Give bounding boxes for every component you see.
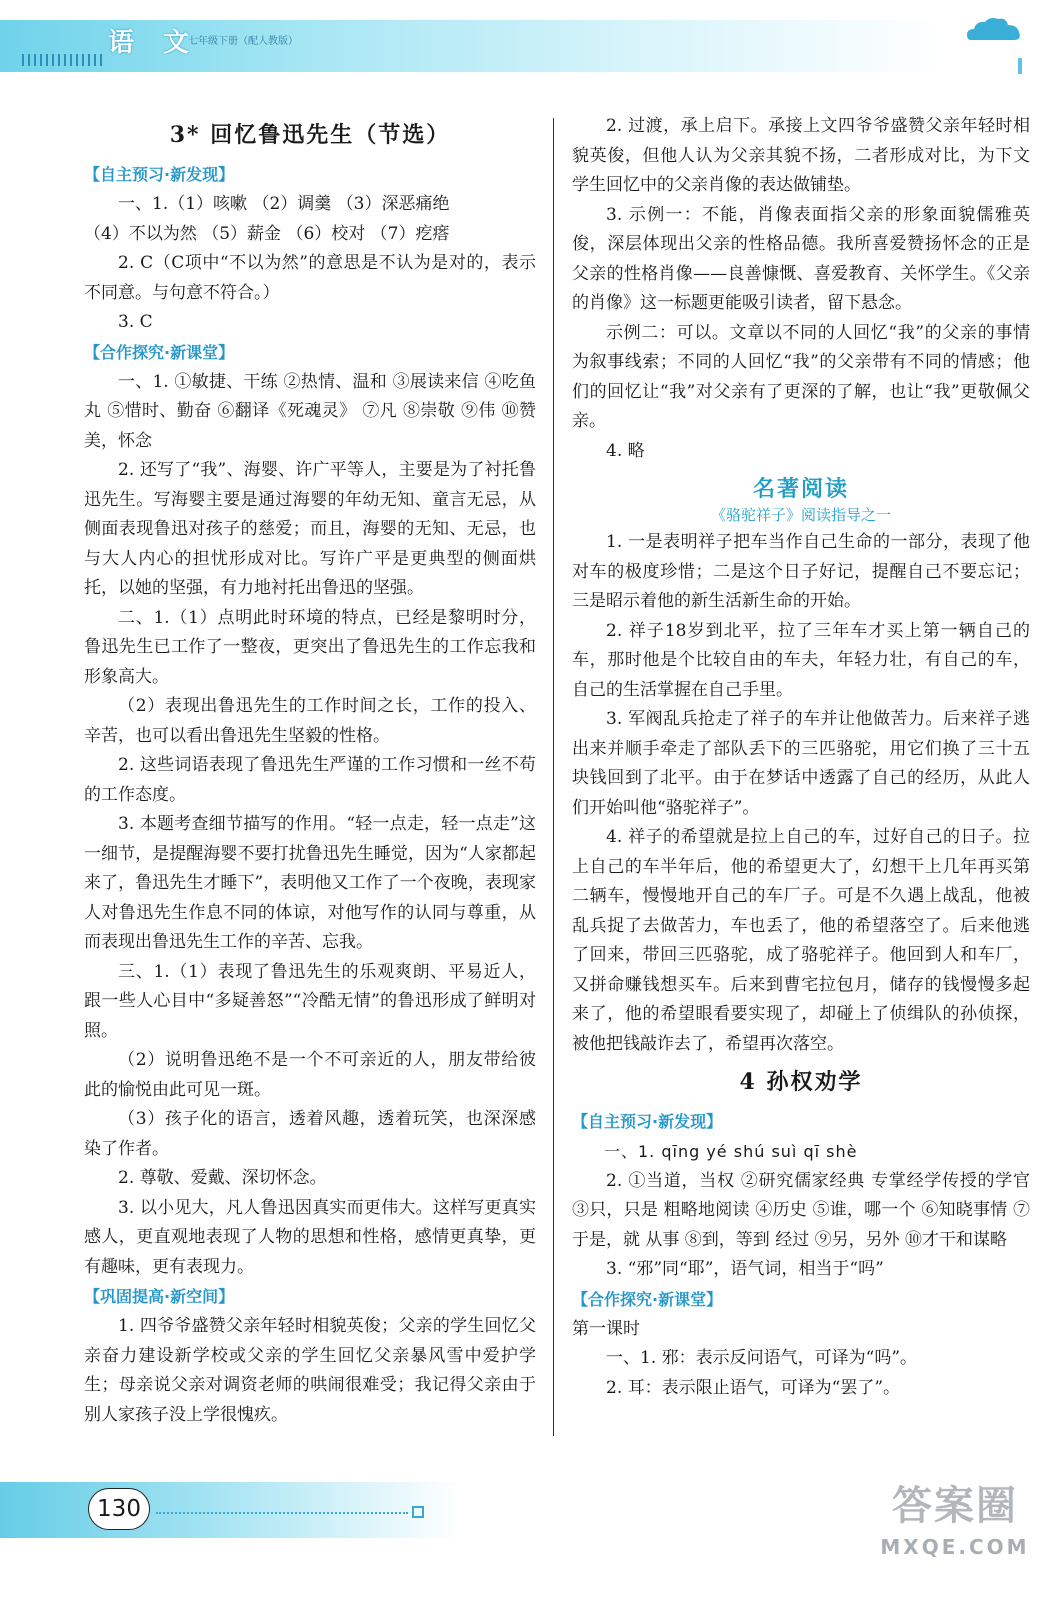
answer-paragraph: 1. 四爷爷盛赞父亲年轻时相貌英俊；父亲的学生回忆父亲奋力建设新学校或父亲的学生回忆父亲暴风雪中爱护学生；母亲说父亲对调资老师的哄闹很难受；我记得父亲由于别人家孩子没上学很愧疚。: [84, 1316, 536, 1425]
answer-paragraph: 3. 军阀乱兵抢走了祥子的车并让他做苦力。后来祥子逃出来并顺手牵走了部队丢下的三匹骆驼，用它们换了三十五块钱回到了北平。由于在梦话中透露了自己的经历，从此人们开始叫他“骆驼祥子”。: [572, 709, 1030, 818]
answer-paragraph: 2. 过渡，承上启下。承接上文四爷爷盛赞父亲年轻时相貌英俊，但他人认为父亲其貌不扬，二者形成对比，为下文学生回忆中的父亲肖像的表达做铺垫。: [572, 116, 1030, 195]
answer-paragraph: 3. 本题考查细节描写的作用。“轻一点走，轻一点走”这一细节，是提醒海婴不要打扰鲁迅先生睡觉，因为“人家都起来了，鲁迅先生才睡下”，表明他又工作了一个夜晚，表现家人对鲁迅先生作息不同的体谅，对他写作的认同与尊重，从而表现出鲁迅先生工作的辛苦、忘我。: [84, 814, 536, 952]
section-heading: 【合作探究·新课堂】: [84, 342, 235, 362]
subject-title: 语 文: [108, 28, 200, 58]
cloud-icon: [965, 14, 1023, 44]
footer-dotted-line: [156, 1512, 408, 1514]
watermark-url: MXQE.COM: [880, 1535, 1030, 1559]
footer-square-icon: [412, 1506, 424, 1518]
section-heading: 【自主预习·新发现】: [84, 165, 235, 184]
header-line: [1018, 58, 1022, 74]
answer-paragraph: 2. 尊敬、爱戴、深切怀念。: [118, 1168, 327, 1188]
section-heading: 【巩固提高·新空间】: [84, 1287, 235, 1306]
answer-paragraph: 4. 祥子的希望就是拉上自己的车，过好自己的日子。拉上自己的车半年后，他的希望更大了，幻想干上几年再买第二辆车，慢慢地开自己的车厂子。可是不久遇上战乱，他被乱兵捉了去做苦力，车也丢了，他的希望落空了。后来他逃了回来，带回三匹骆驼，成了骆驼祥子。他回到人和车厂，又拼命赚钱想买车。后来到曹宅拉包月，储存的钱慢慢多起来了，他的希望眼看要实现了，却碰上了侦缉队的孙侦探，被他把钱敲诈去了，希望再次落空。: [572, 827, 1030, 1054]
answer-paragraph: 3. 以小见大，凡人鲁迅因真实而更伟大。这样写更真实感人，更直观地表现了人物的思想和性格，感情更真挚，更有趣味，更有表现力。: [84, 1197, 536, 1277]
answer-paragraph: 3. “邪”同“耶”，语气词，相当于“吗”: [606, 1259, 884, 1279]
answer-paragraph: 一、1. ①敏捷、干练 ②热情、温和 ③展读来信 ④吃鱼丸 ⑤惜时、勤奋 ⑥翻译《死魂灵》 ⑦凡 ⑧崇敬 ⑨伟 ⑩赞美，怀念: [84, 371, 536, 451]
pinyin-answer: 一、1. qīng yé shú suì qī shè: [604, 1142, 858, 1161]
column-divider: [553, 118, 554, 1436]
lesson-title: 4 孙权劝学: [739, 1069, 863, 1095]
answer-paragraph: 一、1.（1）咳嗽 （2）调羹 （3）深恶痛绝: [118, 194, 450, 214]
answer-paragraph: 一、1. 邪：表示反问语气，可译为“吗”。: [606, 1348, 918, 1368]
right-column: [572, 112, 1030, 1403]
answer-paragraph: 2. C（C项中“不以为然”的意思是不认为是对的，表示不同意。与句意不符合。）: [84, 253, 536, 303]
answer-paragraph: （4）不以为然 （5）薪金 （6）校对 （7）疙瘩: [84, 223, 450, 244]
page-number: 130: [88, 1488, 150, 1530]
answer-paragraph: 二、1.（1）点明此时环境的特点，已经是黎明时分，鲁迅先生已工作了一整夜，更突出了鲁迅先生的工作忘我和形象高大。: [84, 607, 536, 687]
answer-paragraph: 三、1.（1）表现了鲁迅先生的乐观爽朗、平易近人，跟一些人心目中“多疑善怒”“冷酷无情”的鲁迅形成了鲜明对照。: [84, 961, 536, 1041]
answer-paragraph: 2. 这些词语表现了鲁迅先生严谨的工作习惯和一丝不苟的工作态度。: [84, 755, 536, 805]
answer-paragraph: （2）表现出鲁迅先生的工作时间之长，工作的投入、辛苦，也可以看出鲁迅先生坚毅的性格。: [84, 696, 536, 746]
left-column: [84, 112, 536, 1430]
section-heading: 【自主预习·新发现】: [572, 1112, 723, 1131]
mingzhu-subtitle: 《骆驼祥子》阅读指导之一: [710, 506, 891, 524]
answer-paragraph: 2. 耳：表示限止语气，可译为“罢了”。: [606, 1377, 901, 1398]
answer-paragraph: 2. ①当道，当权 ②研究儒家经典 专掌经学传授的学官 ③只，只是 粗略地阅读 ④历史 ⑤谁，哪一个 ⑥知晓事情 ⑦于是，就 从事 ⑧到，等到 经过 ⑨另，另外 ⑩才干和谋略: [572, 1170, 1030, 1250]
book-note: 七年级下册（配人教版）: [188, 36, 298, 47]
answer-paragraph: 2. 祥子18岁到北平，拉了三年车才买上第一辆自己的车，那时他是个比较自由的车夫，年轻力壮，有自己的车，自己的生活掌握在自己手里。: [572, 620, 1030, 700]
watermark-logo: [860, 1478, 1050, 1578]
section-heading: 【合作探究·新课堂】: [572, 1289, 723, 1309]
answer-paragraph: 3. C: [118, 312, 153, 332]
mingzhu-title: 名著阅读: [752, 476, 849, 502]
answer-paragraph: 3. 示例一：不能，肖像表面指父亲的形象面貌儒雅英俊，深层体现出父亲的性格品德。我所喜爱赞扬怀念的正是父亲的性格肖像——良善慷慨、喜爱教育、关怀学生。《父亲的肖像》这一标题更能吸引读者，留下悬念。: [572, 204, 1030, 313]
answer-paragraph: （3）孩子化的语言，透着风趣，透着玩笑，也深深感染了作者。: [84, 1109, 536, 1159]
watermark-title: 答案圈: [892, 1483, 1018, 1529]
footer-band: [0, 1482, 460, 1538]
lesson-period: 第一课时: [572, 1318, 640, 1339]
answer-paragraph: 示例二：可以。文章以不同的人回忆“我”的父亲的事情为叙事线索；不同的人回忆“我”的父亲带有不同的情感；他们的回忆让“我”对父亲有了更深的了解，也让“我”更敬佩父亲。: [572, 322, 1030, 431]
answer-paragraph: 1. 一是表明祥子把车当作自己生命的一部分，表现了他对车的极度珍惜；二是这个日子好记，提醒自己不要忘记；三是昭示着他的新生活新生命的开始。: [572, 532, 1030, 611]
header-stripes: [22, 54, 102, 66]
lesson-title: 3* 回忆鲁迅先生（节选）: [169, 122, 451, 148]
answer-paragraph: 2. 还写了“我”、海婴、许广平等人，主要是为了衬托鲁迅先生。写海婴主要是通过海婴的年幼无知、童言无忌，从侧面表现鲁迅对孩子的慈爱；而且，海婴的无知、无忌，也与大人内心的担忧形成对比。写许广平是更典型的侧面烘托，以她的坚强，有力地衬托出鲁迅的坚强。: [84, 460, 536, 598]
answer-paragraph: 4. 略: [606, 440, 645, 461]
answer-paragraph: （2）说明鲁迅绝不是一个不可亲近的人，朋友带给彼此的愉悦由此可见一斑。: [84, 1050, 536, 1100]
